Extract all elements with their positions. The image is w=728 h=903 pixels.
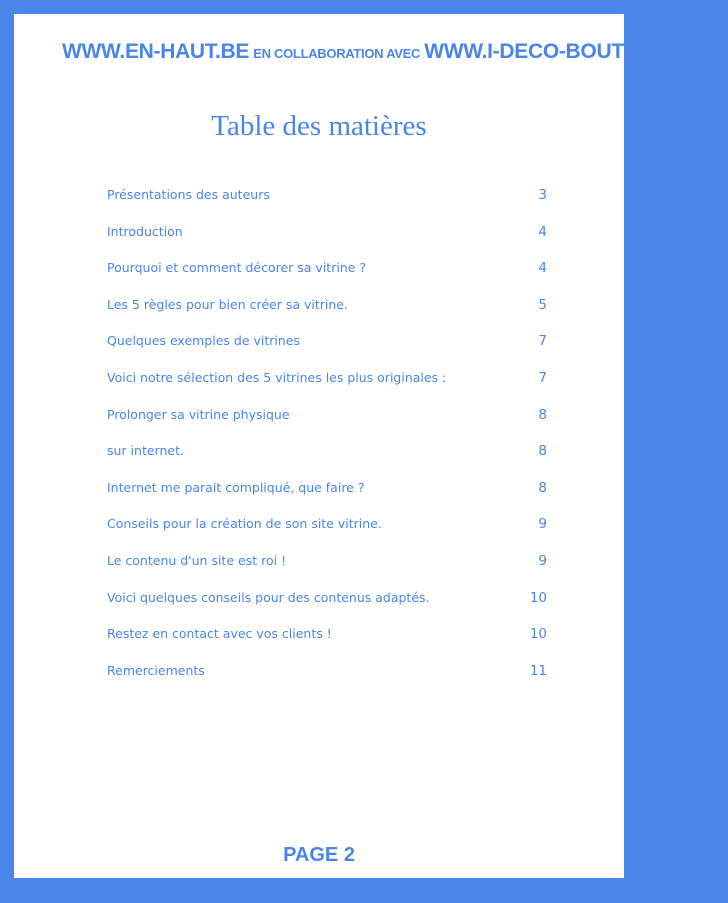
toc-entry-page: 8	[538, 479, 547, 496]
toc-entry-page: 10	[529, 589, 547, 606]
toc-entry[interactable]	[107, 588, 547, 608]
document-page	[14, 14, 728, 878]
toc-entry-page: 8	[538, 406, 547, 423]
toc-entry-page: 4	[538, 223, 547, 240]
toc-entry-label: Internet me parait compliqué, que faire ?	[107, 479, 365, 495]
header-connector: EN COLLABORATION AVEC	[253, 46, 421, 61]
page-title: Table des matières	[211, 110, 427, 142]
toc-entry-label: Introduction	[107, 223, 183, 239]
toc-entry-label: Conseils pour la création de son site vitrine.	[107, 516, 382, 532]
toc-entry-page: 8	[538, 443, 547, 460]
toc-entry[interactable]	[107, 478, 547, 498]
toc-entry-page: 11	[529, 662, 547, 679]
toc-entry-label: Le contenu d'un site est roi !	[107, 553, 287, 568]
header-site-2: WWW.I-DECO-BOUTIQUE.COM	[424, 40, 728, 63]
toc-entry-page: 9	[538, 516, 547, 533]
toc-entry[interactable]	[107, 624, 547, 644]
toc-entry-page: 4	[538, 260, 547, 277]
toc-entry[interactable]	[107, 331, 547, 351]
toc-entry-label: sur internet.	[107, 443, 184, 459]
toc-entry-label: Quelques exemples de vitrines	[107, 333, 300, 349]
toc-entry[interactable]	[107, 258, 547, 278]
toc-entry-label: Pourquoi et comment décorer sa vitrine ?	[107, 260, 367, 276]
toc-entry[interactable]	[107, 185, 547, 205]
toc-entry[interactable]	[107, 514, 547, 534]
toc-entry-label: Remerciements	[107, 662, 205, 678]
toc-entry-label: Présentations des auteurs	[107, 187, 270, 202]
toc-entry[interactable]	[107, 441, 547, 461]
toc-entry-label: Les 5 règles pour bien créer sa vitrine.	[107, 296, 348, 312]
toc-entry-page: 9	[538, 553, 547, 569]
toc-entry-label: Prolonger sa vitrine physique	[107, 406, 290, 422]
toc-entry-label: Voici notre sélection des 5 vitrines les plus originales :	[107, 370, 447, 385]
toc-entry-page: 5	[538, 296, 547, 313]
toc-entry[interactable]	[107, 368, 547, 388]
toc-entry[interactable]	[107, 295, 547, 315]
toc-entry[interactable]	[107, 661, 547, 681]
header	[62, 40, 728, 64]
toc-entry-page: 3	[538, 187, 547, 203]
page-number: PAGE 2	[283, 844, 355, 866]
toc-entry-page: 7	[538, 370, 547, 386]
toc-entry-page: 7	[538, 333, 547, 350]
toc-entry[interactable]	[107, 551, 547, 571]
toc-entry[interactable]	[107, 222, 547, 242]
toc-entry-page: 10	[529, 626, 547, 643]
toc-entry[interactable]	[107, 405, 547, 425]
toc-entry-label: Restez en contact avec vos clients !	[107, 626, 332, 642]
toc-entry-label: Voici quelques conseils pour des contenus adaptés.	[107, 589, 430, 605]
header-site-1: WWW.EN-HAUT.BE	[62, 40, 250, 63]
